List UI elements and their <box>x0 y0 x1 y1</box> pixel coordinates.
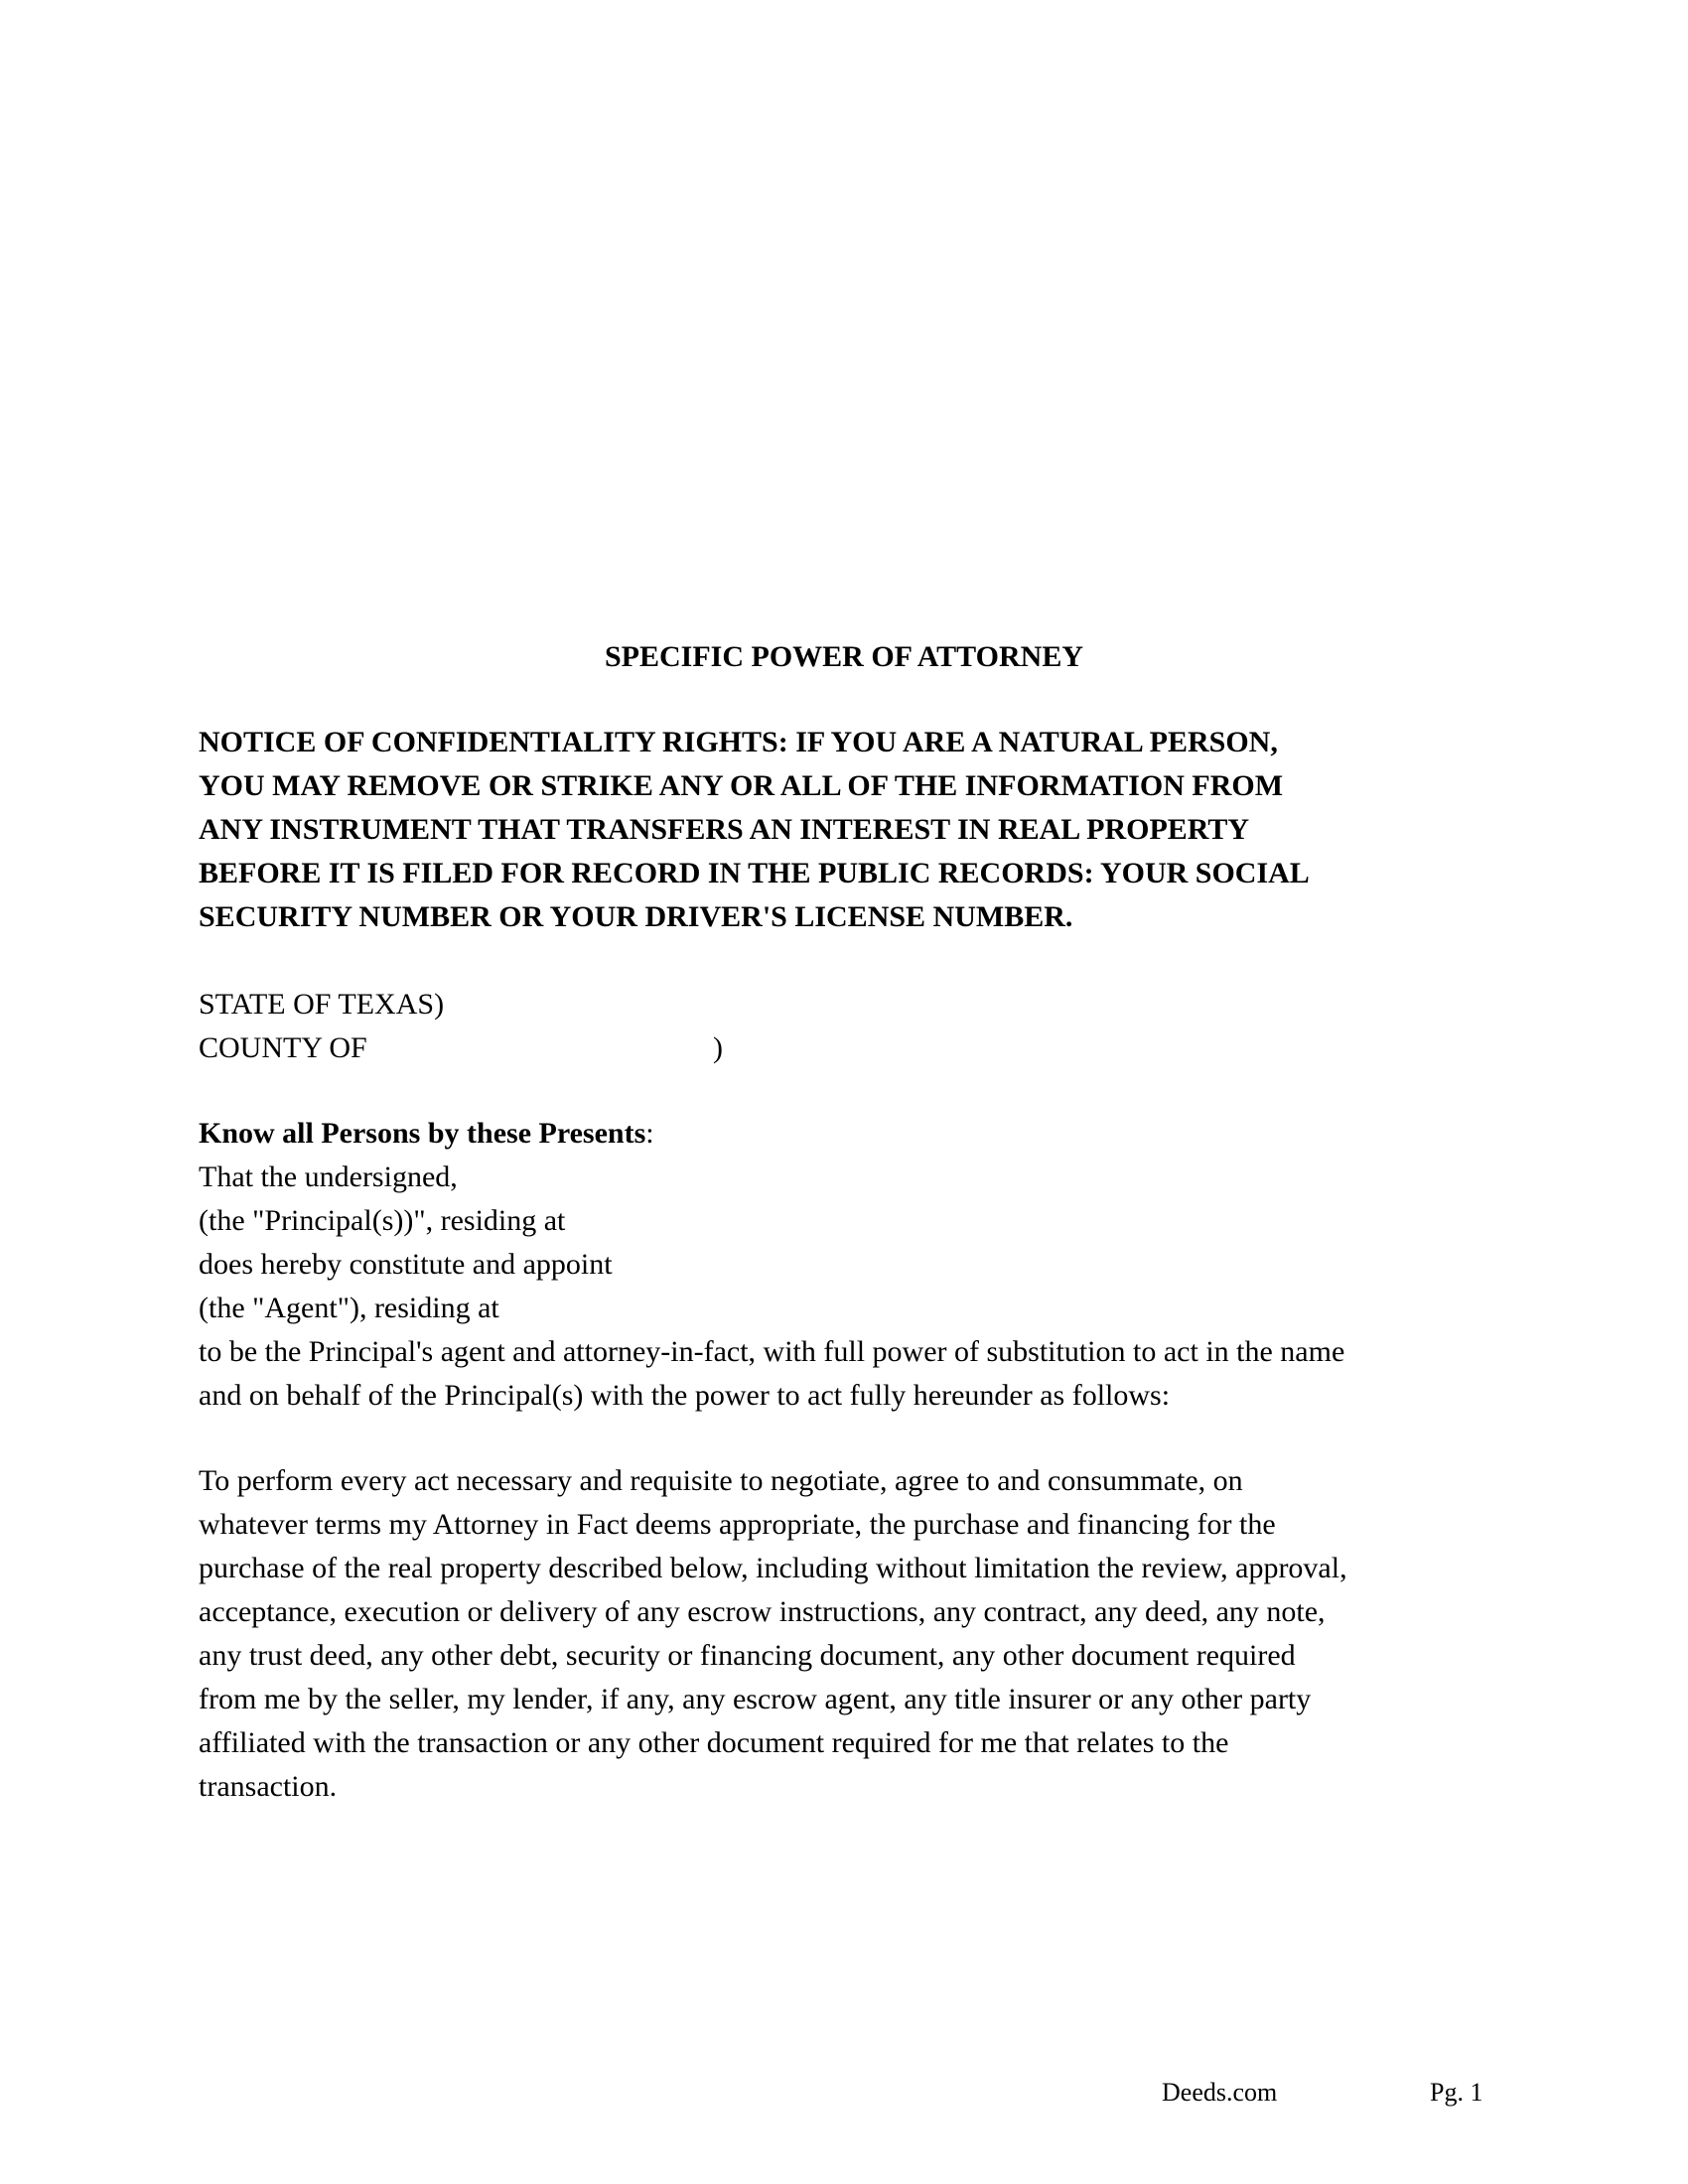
venue-state: STATE OF TEXAS) <box>199 988 445 1021</box>
body-line: acceptance, execution or delivery of any escrow instructions, any contract, any deed, any note, <box>199 1595 1326 1628</box>
notice-line: SECURITY NUMBER OR YOUR DRIVER'S LICENSE NUMBER. <box>199 900 1073 933</box>
county-paren: ) <box>713 1031 723 1064</box>
notice-line: BEFORE IT IS FILED FOR RECORD IN THE PUBLIC RECORDS: YOUR SOCIAL <box>199 857 1310 889</box>
intro-block <box>199 1112 1489 1418</box>
venue-county <box>199 1026 1489 1070</box>
footer-page-number: Pg. 1 <box>1430 2078 1483 2107</box>
intro-line: (the "Principal(s))", residing at <box>199 1204 566 1237</box>
notice-line: NOTICE OF CONFIDENTIALITY RIGHTS: IF YOU ARE A NATURAL PERSON, <box>199 726 1278 758</box>
notice-line: YOU MAY REMOVE OR STRIKE ANY OR ALL OF THE INFORMATION FROM <box>199 769 1284 802</box>
intro-line: That the undersigned, <box>199 1160 458 1193</box>
intro-line: and on behalf of the Principal(s) with the power to act fully hereunder as follows: <box>199 1379 1171 1412</box>
body-line: affiliated with the transaction or any other document required for me that relates to the <box>199 1726 1229 1759</box>
body-line: transaction. <box>199 1770 338 1803</box>
intro-heading-bold: Know all Persons by these Presents <box>199 1117 646 1150</box>
document-title: SPECIFIC POWER OF ATTORNEY <box>604 640 1083 673</box>
county-label: COUNTY OF <box>199 1031 367 1064</box>
footer-site-name: Deeds.com <box>1162 2078 1278 2107</box>
powers-paragraph <box>199 1459 1489 1809</box>
body-line: purchase of the real property described below, including without limitation the review, approval, <box>199 1552 1347 1584</box>
intro-heading-suffix: : <box>645 1117 654 1150</box>
intro-heading <box>199 1112 1489 1156</box>
intro-line: (the "Agent"), residing at <box>199 1292 499 1324</box>
notice-line: ANY INSTRUMENT THAT TRANSFERS AN INTEREST IN REAL PROPERTY <box>199 813 1250 846</box>
confidentiality-notice <box>199 721 1489 939</box>
body-line: whatever terms my Attorney in Fact deems appropriate, the purchase and financing for the <box>199 1508 1276 1541</box>
intro-line: does hereby constitute and appoint <box>199 1248 613 1281</box>
body-line: To perform every act necessary and requisite to negotiate, agree to and consummate, on <box>199 1464 1243 1497</box>
intro-line: to be the Principal's agent and attorney-in-fact, with full power of substitution to act in the name <box>199 1335 1345 1368</box>
venue-block <box>199 983 1489 1070</box>
body-line: any trust deed, any other debt, security or financing document, any other document required <box>199 1639 1296 1672</box>
body-line: from me by the seller, my lender, if any, any escrow agent, any title insurer or any other party <box>199 1683 1312 1715</box>
